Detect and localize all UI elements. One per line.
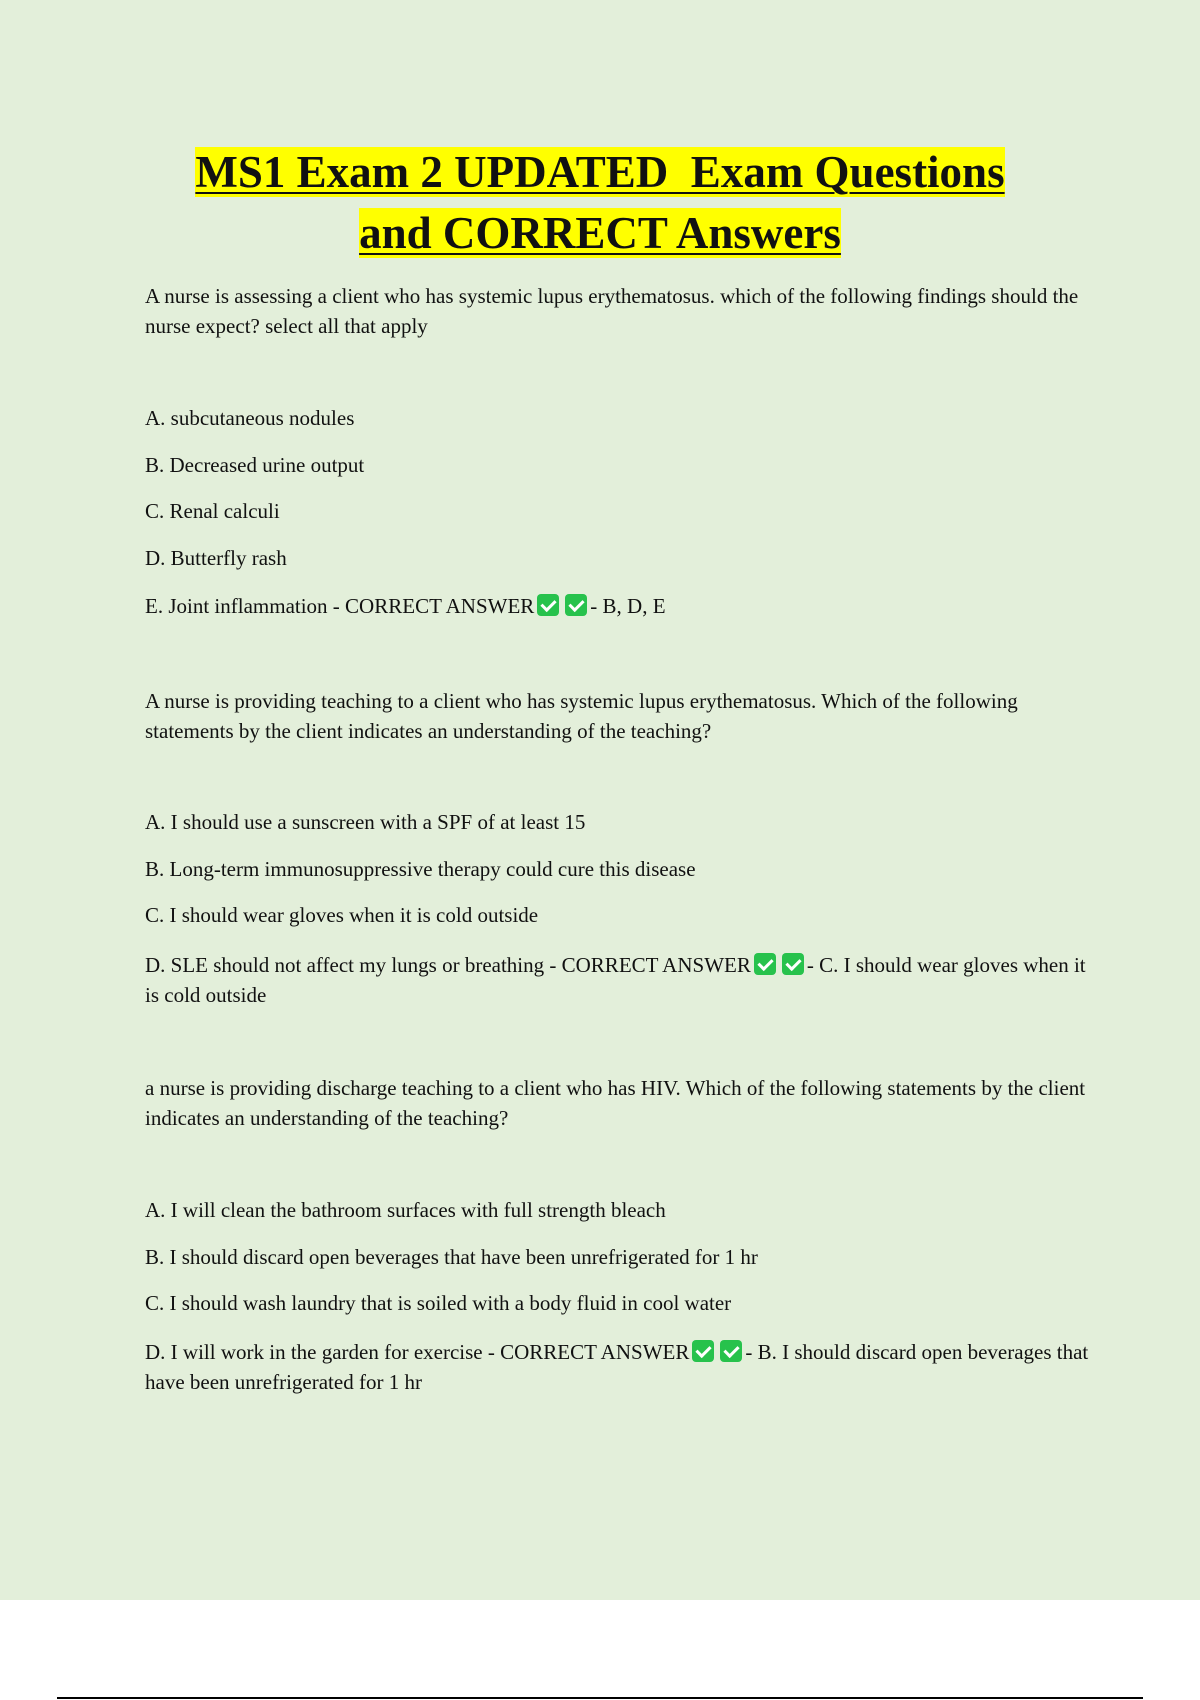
question-3-option-d: D. I will work in the garden for exercise - CORRECT ANSWER — [145, 1340, 690, 1364]
title-line-1: MS1 Exam 2 UPDATED Exam Questions — [195, 147, 1005, 197]
question-2-option-a: A. I should use a sunscreen with a SPF of at least 15 — [145, 810, 586, 834]
question-1-option-c: C. Renal calculi — [145, 499, 280, 523]
question-1-answer-line — [145, 591, 1095, 621]
question-1-option-b: B. Decreased urine output — [145, 453, 365, 477]
check-mark-icon — [720, 1340, 742, 1362]
question-1-prompt: A nurse is assessing a client who has systemic lupus erythematosus. which of the following findings should the nurse expect? select all that apply — [145, 284, 1079, 338]
question-3-option-a: A. I will clean the bathroom surfaces with full strength bleach — [145, 1198, 666, 1222]
question-1-option-a: A. subcutaneous nodules — [145, 406, 355, 430]
question-2-option-d: D. SLE should not affect my lungs or breathing - CORRECT ANSWER — [145, 953, 751, 977]
question-1-option-e: E. Joint inflammation - CORRECT ANSWER — [145, 594, 535, 618]
question-3-prompt: a nurse is providing discharge teaching to a client who has HIV. Which of the following statements by the client indicates an understanding of the teaching? — [145, 1076, 1086, 1130]
question-3-answer: - B. I should discard open beverages that have been unrefrigerated for 1 hr — [145, 1340, 1089, 1394]
question-2-prompt: A nurse is providing teaching to a client who has systemic lupus erythematosus. Which of the following statements by the client indicates an understanding of the teaching? — [145, 689, 1018, 743]
question-2-answer: - C. I should wear gloves when it is cold outside — [145, 953, 1086, 1007]
check-mark-icon — [754, 953, 776, 975]
question-3-option-b: B. I should discard open beverages that have been unrefrigerated for 1 hr — [145, 1245, 758, 1269]
document-title — [0, 142, 1200, 264]
question-2-option-b: B. Long-term immunosuppressive therapy could cure this disease — [145, 857, 696, 881]
question-1-option-d: D. Butterfly rash — [145, 546, 287, 570]
footer-divider — [57, 1697, 1143, 1699]
question-2-option-c: C. I should wear gloves when it is cold outside — [145, 903, 539, 927]
question-2-answer-line — [145, 950, 1095, 1010]
question-1-answer: - B, D, E — [590, 594, 666, 618]
check-mark-icon — [565, 594, 587, 616]
check-mark-icon — [782, 953, 804, 975]
check-mark-icon — [537, 594, 559, 616]
title-line-2: and CORRECT Answers — [359, 208, 841, 258]
question-3-answer-line — [145, 1337, 1095, 1397]
question-3-option-c: C. I should wash laundry that is soiled with a body fluid in cool water — [145, 1291, 732, 1315]
check-mark-icon — [692, 1340, 714, 1362]
